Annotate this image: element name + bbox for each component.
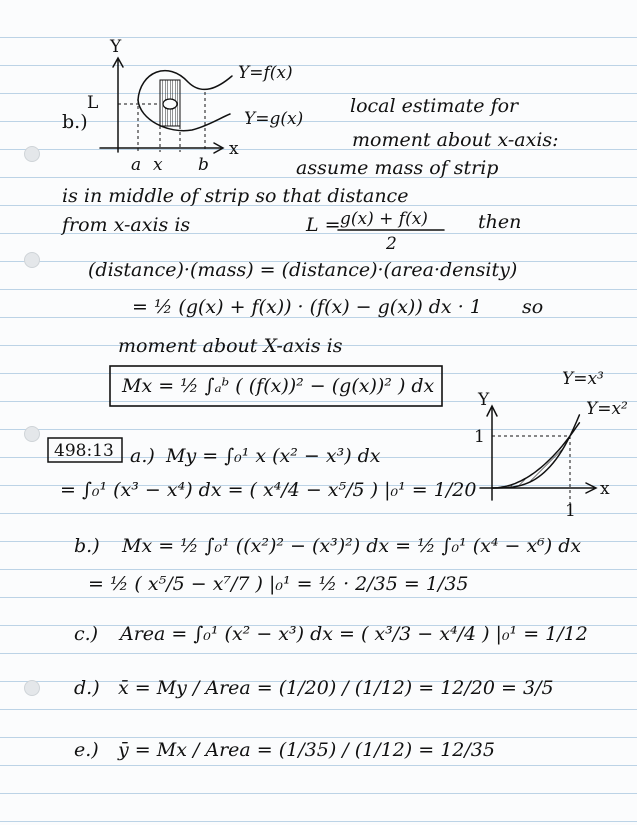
part-a-line-2: = ∫₀¹ (x³ − x⁴) dx = ( x⁴/4 − x⁵/5 ) |₀¹ = 1/20 [60,479,477,501]
graph-x-label: x [600,479,610,499]
f-curve-label: Y=f(x) [238,63,293,83]
graph-y-label: Y [478,390,490,410]
note-line-2: moment about x-axis: [352,129,559,151]
part-d-label: d.) [74,677,100,699]
part-b-label: b.) [62,111,88,133]
curves-graph [474,369,628,521]
graph-tick-y: 1 [474,427,485,447]
g-curve-label: Y=g(x) [244,109,304,129]
note-line-1: local estimate for [350,95,519,117]
problem-ref: 498:13 [54,441,114,461]
sketch-x-label: x [229,139,239,159]
expansion-line: = ½ (g(x) + f(x)) · (f(x) − g(x)) dx · 1 [132,296,482,318]
part-d-line-1: x̄ = My / Area = (1/20) / (1/12) = 12/20 = 3/5 [118,677,554,699]
mx-formula: Mx = ½ ∫ₐᵇ ( (f(x))² − (g(x))² ) dx [122,375,435,397]
part-b2-label: b.) [74,535,100,557]
note-line-5: from x-axis is [62,214,191,236]
x-label: x [153,155,163,175]
part-a-label: a.) [130,445,155,467]
part-e-line-1: ȳ = Mx / Area = (1/35) / (1/12) = 12/35 [118,739,495,761]
curve-x2-label: Y=x² [586,399,628,419]
part-b2-line-2: = ½ ( x⁵/5 − x⁷/7 ) |₀¹ = ½ · 2/35 = 1/35 [88,573,469,595]
note-line-3: assume mass of strip [296,157,499,179]
part-e-label: e.) [74,739,99,761]
distance-mass-line: (distance)·(mass) = (distance)·(area·density) [88,259,518,281]
L-numerator: g(x) + f(x) [340,209,428,229]
sketch-y-label: Y [110,37,122,57]
f-curve [138,71,232,100]
note-line-4: is in middle of strip so that distance [62,185,409,207]
part-c-label: c.) [74,623,99,645]
L-eq-left: L = [306,214,341,236]
b-label: b [198,155,209,175]
part-a-line-1: My = ∫₀¹ x (x² − x³) dx [166,445,381,467]
part-b2-line-1: Mx = ½ ∫₀¹ ((x²)² − (x³)²) dx = ½ ∫₀¹ (x⁴ − x⁶) dx [122,535,582,557]
note-so: so [522,296,544,318]
a-label: a [131,155,142,175]
part-c-line-1: Area = ∫₀¹ (x² − x³) dx = ( x³/3 − x⁴/4 ) |₀¹ = 1/12 [120,623,588,645]
area-between-curves-sketch [87,37,303,175]
graph-tick-x: 1 [565,501,576,521]
strip-center-mark [163,99,177,109]
note-then: then [478,211,522,233]
shaded-region [492,436,570,488]
moment-heading: moment about X-axis is [118,335,343,357]
L-denominator: 2 [386,234,397,254]
curve-x3-label: Y=x³ [562,369,604,389]
L-label: L [87,93,99,113]
g-curve [138,100,230,131]
